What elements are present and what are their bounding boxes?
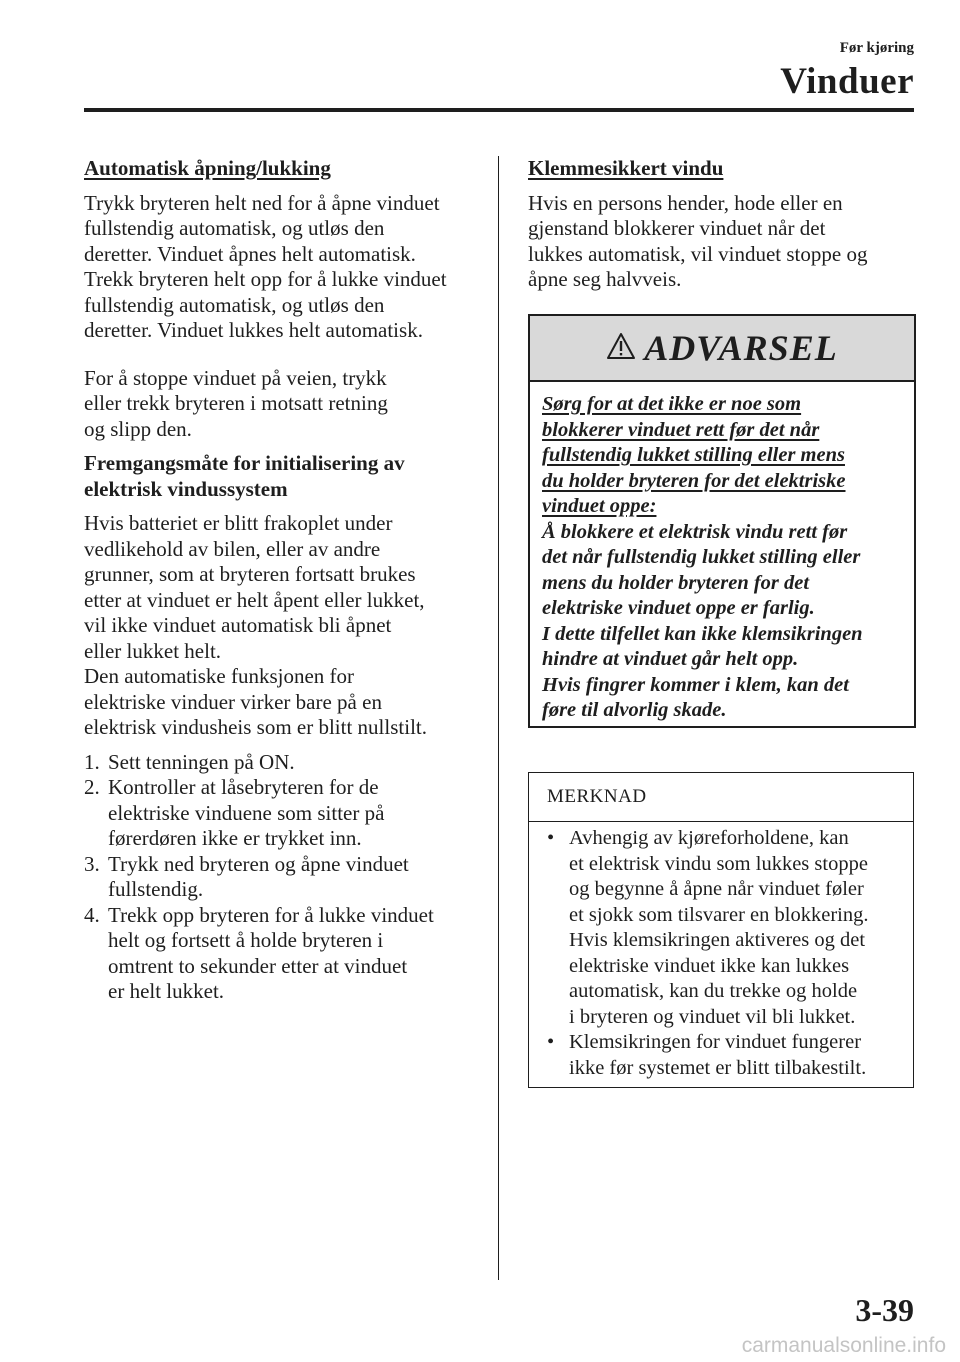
text-line: automatisk, kan du trekke og holde — [569, 980, 858, 1002]
text-line: fullstendig. — [108, 877, 204, 901]
auto-paragraph-2 — [84, 366, 484, 443]
note-title: MERKNAD — [547, 786, 647, 807]
text-line: etter at vinduet er helt åpent eller lukket, — [84, 587, 425, 612]
text-line: Trykk ned bryteren og åpne vinduet — [108, 851, 409, 876]
text-line: deretter. Vinduet åpnes helt automatisk. — [84, 241, 416, 266]
text-line: elektriske vinduer virker bare på en — [84, 689, 382, 714]
pinch-paragraph — [528, 191, 916, 293]
bullet-icon: • — [547, 827, 555, 849]
list-item — [84, 775, 484, 852]
page-number: 3-39 — [855, 1292, 914, 1328]
text-line: førerdøren ikke er trykket inn. — [108, 826, 362, 850]
list-item — [84, 852, 484, 903]
text-line: grunner, som at bryteren fortsatt brukes — [84, 562, 416, 586]
text-line: gjenstand blokkerer vinduet når det — [528, 216, 826, 240]
warning-underlined-text: Sørg for at det ikke er noe som — [542, 393, 802, 415]
text-line: og slipp den. — [84, 416, 192, 441]
text-line: et sjokk som tilsvarer en blokkering. — [569, 903, 869, 926]
warning-underlined-text: vinduet oppe: — [542, 495, 657, 517]
note-rule — [529, 821, 913, 822]
warning-line — [542, 443, 902, 469]
text-line: et elektrisk vindu som lukkes stoppe — [569, 852, 868, 875]
list-number: 2. — [84, 775, 100, 799]
warning-line: mens du holder bryteren for det — [542, 571, 810, 594]
warning-line — [542, 494, 902, 520]
list-item — [84, 750, 484, 776]
text-line: Trekk opp bryteren for å lukke vinduet — [108, 902, 434, 927]
section-label: Før kjøring — [839, 40, 914, 56]
warning-box — [528, 314, 916, 728]
text-line: åpne seg halvveis. — [528, 267, 682, 291]
init-paragraph — [84, 511, 484, 741]
text-line: vil ikke vinduet automatisk bli åpnet — [84, 613, 392, 637]
warning-header — [530, 316, 914, 382]
note-body — [541, 826, 911, 1081]
text-line: omtrent to sekunder etter at vinduet — [108, 953, 408, 978]
text-line: fullstendig automatisk, og utløs den — [84, 292, 385, 317]
text-line: Trykk bryteren helt ned for å åpne vinduet — [84, 190, 440, 215]
text-line: Trekk bryteren helt opp for å lukke vinduet — [84, 267, 447, 291]
text-line: Den automatiske funksjonen for — [84, 664, 355, 688]
text-line: Avhengig av kjøreforholdene, kan — [569, 827, 849, 849]
text-line: deretter. Vinduet lukkes helt automatisk. — [84, 318, 423, 342]
text-line: eller trekk bryteren i motsatt retning — [84, 391, 388, 415]
text-line: ikke før systemet er blitt tilbakestilt. — [569, 1056, 867, 1079]
heading-line: Fremgangsmåte for initialisering av — [84, 451, 405, 475]
text-line: fullstendig automatisk, og utløs den — [84, 216, 385, 240]
warning-line — [542, 469, 902, 495]
text-line: Hvis en persons hender, hode eller en — [528, 190, 843, 215]
list-number: 4. — [84, 902, 100, 927]
warning-title: ADVARSEL — [644, 328, 838, 368]
text-line: i bryteren og vinduet vil bli lukket. — [569, 1005, 856, 1028]
header-rule — [84, 108, 914, 112]
warning-triangle-icon — [606, 331, 636, 366]
warning-line: I dette tilfellet kan ikke klemsikringen — [542, 622, 863, 645]
warning-line: hindre at vinduet går helt opp. — [542, 648, 799, 670]
text-line: vedlikehold av bilen, eller av andre — [84, 536, 381, 561]
warning-line: Å blokkere et elektrisk vindu rett før — [542, 520, 848, 543]
text-line: eller lukket helt. — [84, 638, 222, 663]
list-number: 1. — [84, 749, 100, 774]
auto-heading: Automatisk åpning/lukking — [84, 156, 331, 180]
pinch-heading: Klemmesikkert vindu — [528, 156, 724, 180]
list-item — [84, 903, 484, 1005]
text-line: Klemsikringen for vinduet fungerer — [569, 1031, 862, 1053]
note-bullet-item — [541, 1030, 911, 1081]
warning-underlined-text: du holder bryteren for det elektriske — [542, 469, 846, 492]
text-line: lukkes automatisk, vil vinduet stoppe og — [528, 241, 868, 266]
text-line: Hvis batteriet er blitt frakoplet under — [84, 511, 393, 535]
steps-list — [84, 750, 484, 1005]
auto-paragraph-1 — [84, 191, 484, 344]
note-bullet-item — [541, 826, 911, 1030]
note-box — [528, 772, 914, 1088]
warning-underlined-text: fullstendig lukket stilling eller mens — [542, 444, 845, 466]
text-line: elektriske vinduene som sitter på — [108, 800, 385, 825]
text-line: er helt lukket. — [108, 979, 225, 1003]
text-line: Hvis klemsikringen aktiveres og det — [569, 929, 866, 951]
text-line: Sett tenningen på ON. — [108, 749, 295, 774]
right-column — [528, 156, 916, 293]
warning-underlined-text: blokkerer vinduet rett før det når — [542, 418, 820, 441]
text-line: elektriske vinduet ikke kan lukkes — [569, 954, 850, 977]
warning-line: elektriske vinduet oppe er farlig. — [542, 597, 815, 619]
warning-line — [542, 392, 902, 418]
warning-line: Hvis fingrer kommer i klem, kan det — [542, 673, 849, 696]
heading-line: elektrisk vindussystem — [84, 476, 288, 501]
text-line: elektrisk vindusheis som er blitt nullstilt. — [84, 715, 427, 739]
text-line: og begynne å åpne når vinduet føler — [569, 878, 864, 900]
warning-line: det når fullstendig lukket stilling eller — [542, 546, 861, 568]
list-number: 3. — [84, 851, 100, 876]
column-divider — [498, 156, 499, 1280]
warning-line — [542, 418, 902, 444]
text-line: For å stoppe vinduet på veien, trykk — [84, 365, 387, 390]
chapter-title: Vinduer — [780, 61, 914, 102]
warning-line: føre til alvorlig skade. — [542, 699, 727, 721]
warning-body — [530, 382, 914, 724]
left-column — [84, 156, 484, 1005]
watermark: carmanualsonline.info — [741, 1334, 946, 1357]
text-line: helt og fortsett å holde bryteren i — [108, 928, 384, 952]
bullet-icon: • — [547, 1031, 555, 1053]
text-line: Kontroller at låsebryteren for de — [108, 775, 379, 799]
init-heading — [84, 451, 484, 502]
